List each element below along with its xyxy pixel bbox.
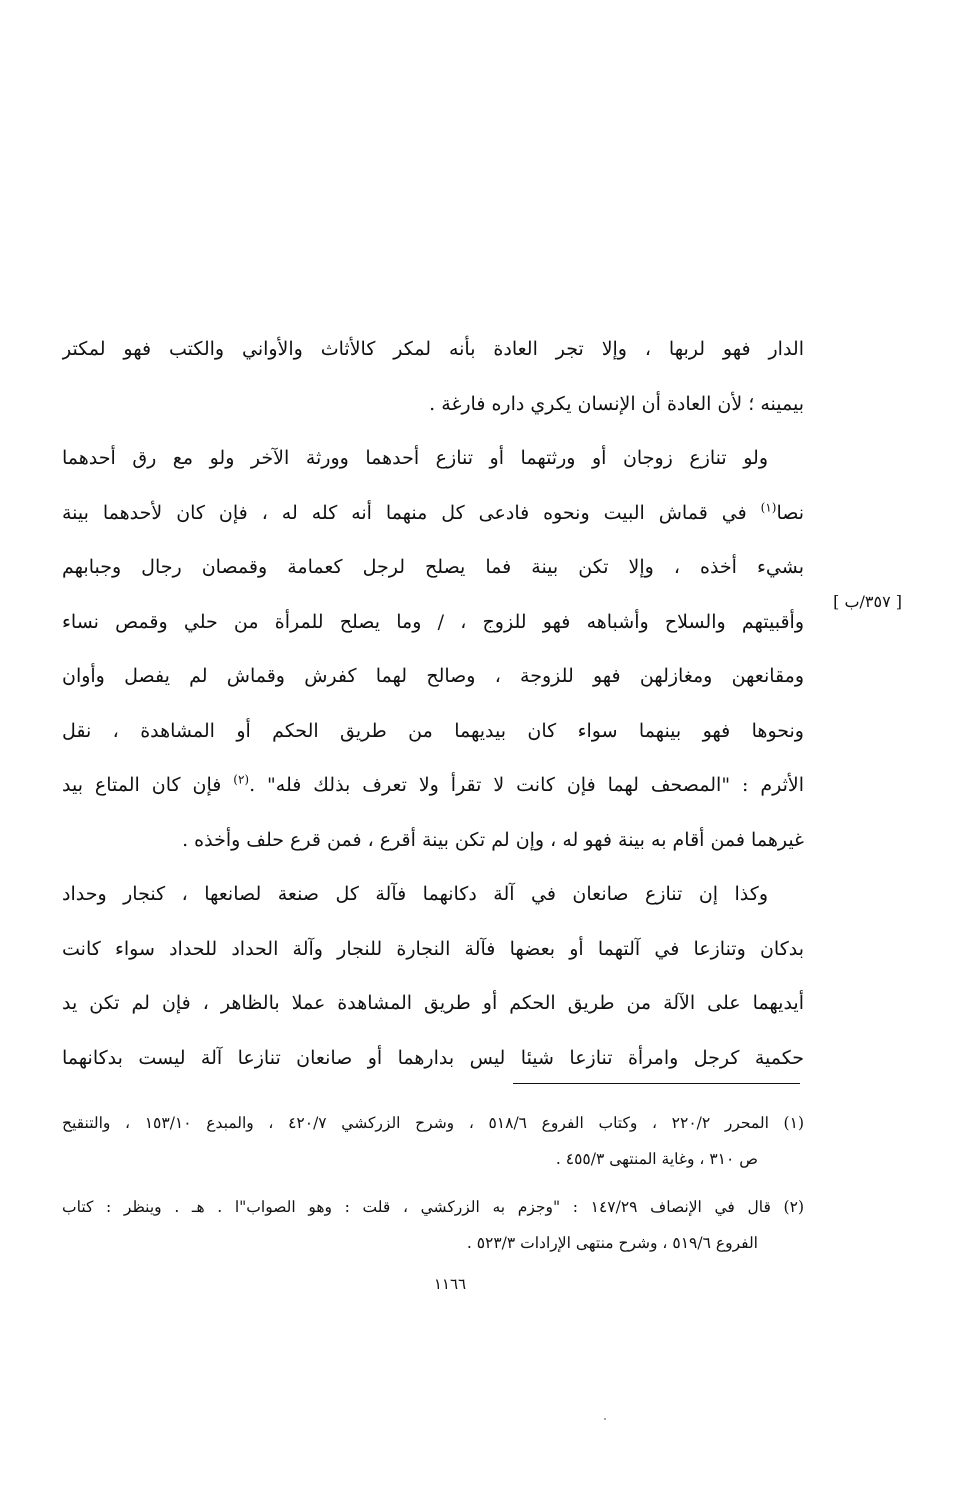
- text-line-10: [62, 813, 804, 868]
- text-span: أيديهما على الآلة من طريق الحكم أو طريق المشاهدة عملا بالظاهر ، فإن لم تكن يد: [62, 992, 804, 1014]
- text-line-1: [62, 322, 804, 377]
- text-span: بيمينه ؛ لأن العادة أن الإنسان يكري داره فارغة .: [429, 392, 804, 415]
- footnote-1-line-2: ص ٣١٠ ، وغاية المنتهى ٤٥٥/٣ .: [555, 1150, 758, 1168]
- text-line-11: [62, 867, 804, 922]
- text-line-5: [62, 540, 804, 595]
- text-span: الأثرم : "المصحف لهما فإن كانت لا تقرأ ولا تعرف بذلك فله" .: [249, 774, 804, 796]
- text-line-2: [62, 377, 804, 432]
- text-span: فإن كان المتاع بيد: [62, 774, 234, 796]
- footnote-2-line-2: الفروع ٥١٩/٦ ، وشرح منتهى الإرادات ٥٢٣/٣ .: [466, 1234, 758, 1252]
- scan-speck: [604, 1418, 606, 1420]
- text-span: ولو تنازع زوجان أو ورثتهما أو تنازع أحدهما وورثة الآخر ولو مع رق أحدهما: [62, 447, 768, 469]
- main-text: [62, 322, 804, 1085]
- footnote-2-line-1: (٢) قال في الإنصاف ١٤٧/٢٩ : "وجزم به الزركشي ، قلت : وهو الصواب"ا . هـ . وينظر : كتاب: [62, 1198, 804, 1216]
- text-span: ومقانعهن ومغازلهن فهو للزوجة ، وصالح لهما كفرش وقماش لم يفصل وأوان: [62, 665, 804, 687]
- text-span: في قماش البيت ونحوه فادعى كل منهما أنه كله له ، فإن كان لأحدهما بينة: [62, 501, 761, 524]
- text-line-8: [62, 704, 804, 759]
- text-span: ونحوها فهو بينهما سواء كان بيديهما من طريق الحكم أو المشاهدة ، نقل: [62, 719, 804, 742]
- text-span: بشيء أخذه ، وإلا تكن بينة فما يصلح لرجل كعمامة وقمصان رجال وجبابهم: [62, 556, 804, 578]
- text-line-7: [62, 649, 804, 704]
- footnote-separator: [513, 1083, 800, 1084]
- footnote-gap: [62, 1177, 804, 1189]
- text-line-14: [62, 1031, 804, 1086]
- text-line-12: [62, 922, 804, 977]
- text-line-3: [62, 431, 804, 486]
- footnotes: [62, 1105, 804, 1261]
- footnote-marker-2: (٢): [233, 772, 250, 787]
- text-span: الدار فهو لربها ، وإلا تجر العادة بأنه لمكر كالأثاث والأواني والكتب فهو لمكتر: [62, 338, 804, 360]
- page-number: ١١٦٦: [433, 1275, 467, 1293]
- text-line-4: [62, 486, 804, 541]
- text-span: وكذا إن تنازع صانعان في آلة دكانهما فآلة كل صنعة لصانعها ، كنجار وحداد: [62, 883, 768, 905]
- footnote-1-line-1: (١) المحرر ٢٢٠/٢ ، وكتاب الفروع ٥١٨/٦ ، وشرح الزركشي ٤٢٠/٧ ، والمبدع ١٥٣/١٠ ، والتنقيح: [62, 1114, 804, 1132]
- text-line-6: [62, 595, 804, 650]
- margin-folio-note: [ ٣٥٧/ب ]: [833, 592, 902, 611]
- text-span: غيرهما فمن أقام به بينة فهو له ، وإن لم تكن بينة أقرع ، فمن قرع حلف وأخذه .: [182, 828, 804, 851]
- footnote-marker-1: (١): [760, 500, 777, 515]
- text-span: حكمية كرجل وامرأة تنازعا شيئا ليس بدارهما أو صانعان تنازعا آلة ليست بدكانهما: [62, 1046, 804, 1069]
- text-span: بدكان وتنازعا في آلتهما أو بعضها فآلة النجارة للنجار وآلة الحداد للحداد سواء كانت: [62, 937, 804, 960]
- text-span: وأقبيتهم والسلاح وأشباهه فهو للزوج ، / وما يصلح للمرأة من حلي وقمص نساء: [62, 610, 804, 633]
- text-line-9: [62, 758, 804, 813]
- text-span: نصا: [776, 501, 804, 524]
- text-line-13: [62, 976, 804, 1031]
